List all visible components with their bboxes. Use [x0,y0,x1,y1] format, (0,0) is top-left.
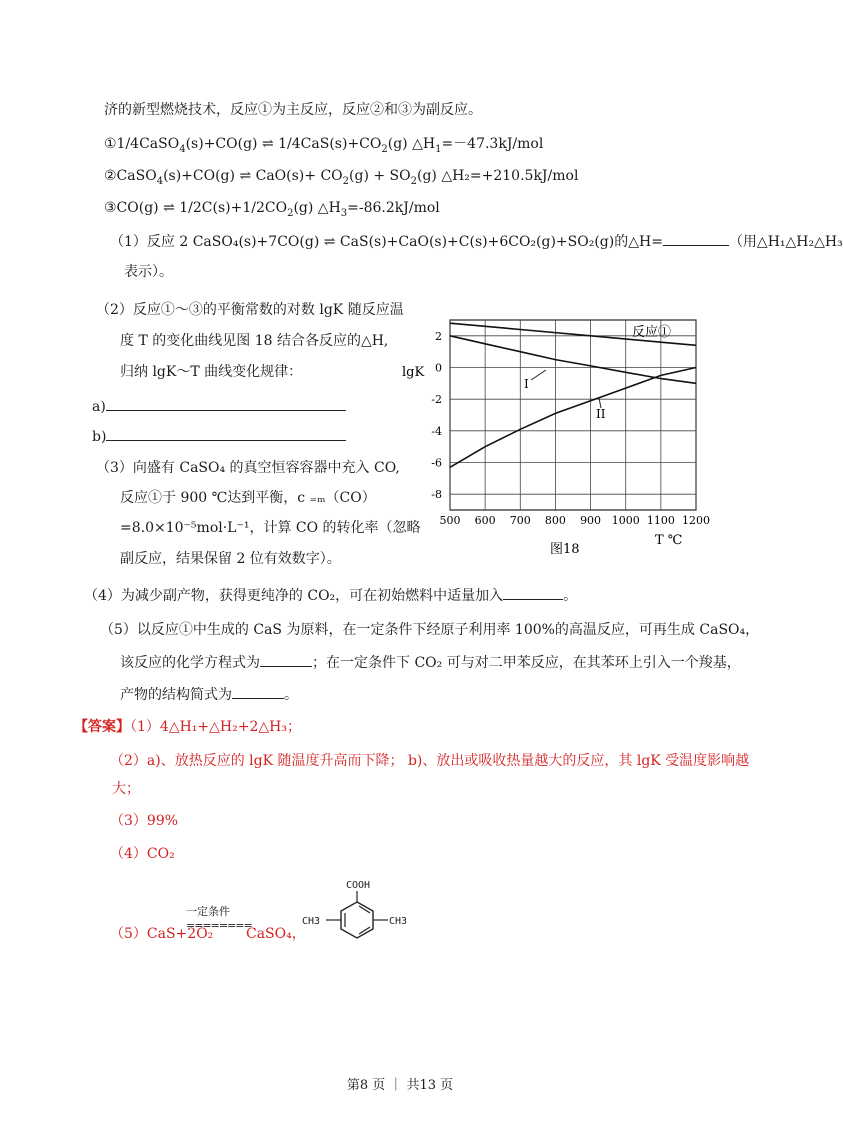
double-line-arrow: ======== [186,919,252,932]
x-tick-600: 600 [474,514,496,527]
question-3-line-4: 副反应，结果保留 2 位有效数字）。 [120,551,341,567]
y-tick-2: 2 [435,329,442,343]
left-ch3-label: CH3 [302,916,321,927]
y-tick--4: -4 [431,424,442,438]
question-2-line-2: 度 T 的变化曲线见图 18 结合各反应的△H, [120,333,389,349]
question-1-cont: 表示）。 [124,264,173,280]
answer-blank-5b [232,684,284,699]
x-tick-1200: 1200 [682,514,710,527]
series-label-ii: II [596,407,606,421]
answer-5-right: CaSO₄， [246,926,306,942]
series-label-i: I [524,377,529,391]
x-axis-label: T ℃ [655,533,683,548]
chart-title: 图18 [550,542,580,557]
page-footer: 第8 页 ｜ 共13 页 [346,1078,454,1093]
question-5-line-1: （5）以反应①中生成的 CaS 为原料，在一定条件下经原子利用率 100%的高温反应，可再生成 CaSO₄， [100,622,760,638]
question-2-line-3: 归纳 lgK～T 曲线变化规律： [120,364,303,380]
question-2-b: b) [92,426,346,447]
ring-inner-bond-2 [359,927,370,934]
answer-blank-5a [260,652,312,667]
chart-grid [450,320,696,510]
question-5-line-2: 该反应的化学方程式为 ；在一定条件下 CO₂ 可与对二甲苯反应，在其苯环上引入一个羧基， [120,652,741,673]
series-line-3 [450,368,696,468]
ring-inner-bond-3 [359,906,370,913]
leader-i [531,370,546,380]
question-5-line-3: 产物的结构简式为 。 [120,684,298,705]
series-label-r1: 反应① [632,325,672,340]
question-3-line-2: 反应①于 900 ℃达到平衡，c ₌ₘ（CO） [120,490,376,506]
question-1: （1）反应 2 CaSO₄(s)+7CO(g) ⇌ CaS(s)+CaO(s)+C(s)+6CO₂(g)+SO₂(g)的△H= （用△H₁△H₂△H₃ [110,231,843,252]
y-tick--2: -2 [431,393,442,407]
lgk-temperature-chart [400,312,720,562]
answer-blank-4 [503,585,563,600]
question-3-line-1: （3）向盛有 CaSO₄ 的真空恒容容器中充入 CO, [96,460,400,476]
cooh-label: COOH [346,880,371,891]
chart-series [450,323,696,467]
answer-blank-2b [106,426,346,441]
reaction-3: ③CO(g) ⇌ $1/2C(s)+1/2CO_2(g)$ $\triangle H_3=-86.2kJ$/mol [104,200,440,219]
answer-5-left: （5）CaS+2O₂ [110,926,214,942]
answer-blank-2a [106,396,346,411]
x-tick-500: 500 [439,514,461,527]
chart-ticks [431,330,710,527]
x-tick-1100: 1100 [646,514,675,527]
right-ch3-label: CH3 [389,916,408,927]
question-4: （4）为减少副产物，获得更纯净的 CO₂，可在初始燃料中适量加入 。 [84,585,577,606]
x-tick-700: 700 [509,514,531,527]
x-tick-800: 800 [544,514,566,527]
y-tick-0: 0 [435,361,442,375]
y-tick--6: -6 [431,456,442,470]
reaction-1: ①1/4CaSO$_4$(s)+CO(g) ⇌ $1/4CaS(s)+CO_2(g)$ $\triangle H_1=-47.3kJ$/mol [104,136,544,155]
answer-3: （3）99% [110,813,179,829]
y-axis-label: lgK [402,365,425,380]
intro-text: 济的新型燃烧技术，反应①为主反应，反应②和③为副反应。 [104,102,482,118]
question-2-a: a) [92,396,346,417]
answer-blank-1 [663,231,729,246]
benzene-ring [341,902,373,938]
answer-1: 【答案】（1）4△H₁+△H₂+2△H₃； [74,719,301,735]
plot-frame [450,320,696,510]
answer-2-line-1: （2）a)、放热反应的 lgK 随温度升高而下降； b)、放出或吸收热量越大的反应，其 lgK 受温度影响越 [110,753,750,769]
condition-text: 一定条件 [186,905,230,918]
question-3-line-3: =8.0×10⁻⁵mol·L⁻¹，计算 CO 的转化率（忽略 [120,520,421,536]
x-tick-1000: 1000 [611,514,640,527]
question-2-line-1: （2）反应①～③的平衡常数的对数 lgK 随反应温 [96,302,404,318]
answer-2-line-2: 大； [112,781,140,797]
reaction-2: ②CaSO$_4$(s)+CO(g) ⇌ $CaO(s)+ CO_2(g) + SO_2(g)$ △H₂=+210.5kJ/mol [104,168,579,187]
terephthalic-structure [300,878,420,958]
answer-4: （4）CO₂ [110,846,175,862]
answer-label: 【答案】 [74,719,130,735]
x-tick-900: 900 [580,514,602,527]
y-tick--8: -8 [431,488,442,502]
